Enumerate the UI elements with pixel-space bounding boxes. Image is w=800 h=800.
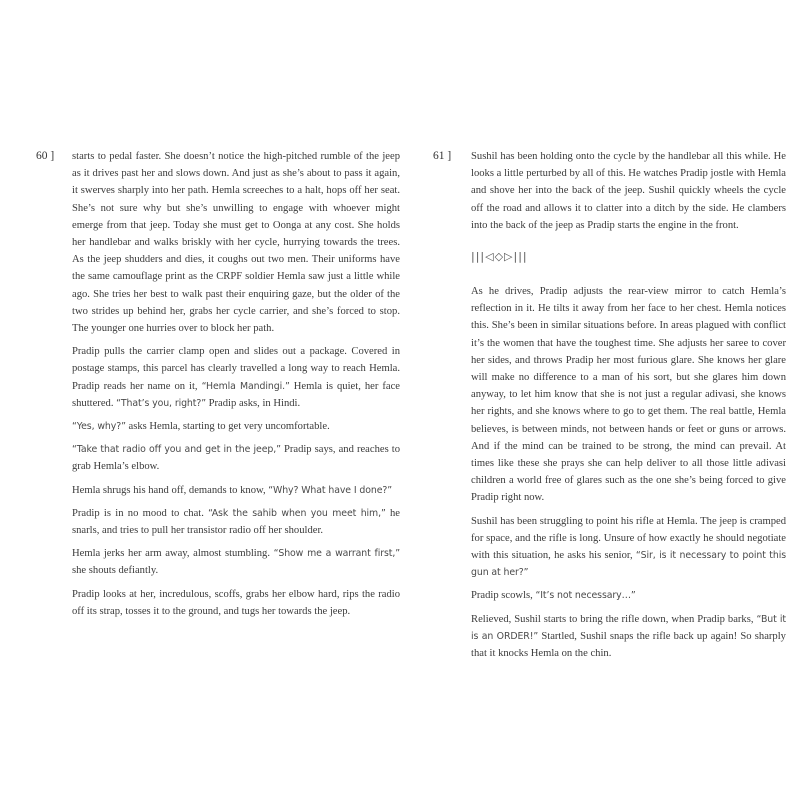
paragraph	[72, 586, 400, 620]
narration-text: Pradip says, and reaches to grab Hemla’s elbow.	[72, 444, 400, 473]
paragraph	[471, 283, 786, 507]
paragraph	[72, 545, 400, 579]
dialogue-text: “Sir, is it necessary to point this gun at her?”	[471, 550, 786, 579]
page-number: 60 ]	[36, 150, 55, 162]
page-number: 61 ]	[433, 150, 452, 162]
dialogue-text: “Show me a warrant first,”	[273, 548, 400, 560]
dialogue-text: “That’s you, right?”	[116, 397, 206, 409]
dialogue-text: “Yes, why?”	[72, 421, 126, 433]
paragraph	[72, 418, 400, 435]
dialogue-text: “It’s not necessary…”	[535, 590, 636, 602]
narration-text: Hemla shrugs his hand off, demands to know,	[72, 484, 269, 496]
narration-text: Pradip is in no mood to chat.	[72, 507, 209, 519]
narration-text: starts to pedal faster. She doesn’t notice the high-pitched rumble of the jeep as it drives past her and slows down. And just as she’s about to pass it again, it swerves sharply into her path. Hemla screeches to a halt, hops off her seat. She’s not sure why but she’s unwilling to engage with whoever might emerge from that jeep. Today she must get to Oonga at any cost. She holds her handlebar and walks briskly with her cycle, hurrying towards the trees. As the jeep shudders and dies, it coughs out two men. Their uniforms have the same camouflage print as the CRPF soldier Hemla saw just a little while ago. She tries her best to walk past their enquiring gaze, but the older of the two strides up behind her, grabs her cycle carrier, and she’s forced to stop. The younger one hurries over to block her path.	[72, 151, 400, 335]
narration-text: Sushil has been struggling to point his rifle at Hemla. The jeep is cramped for space, and the rifle is long. Unsure of how exactly he should negotiate with this situation, he asks his senior,	[471, 515, 786, 562]
body-text	[471, 148, 786, 668]
paragraph	[72, 343, 400, 412]
body-text	[72, 148, 400, 626]
paragraph	[471, 513, 786, 582]
dialogue-text: “Ask the sahib when you meet him,”	[208, 507, 386, 519]
narration-text: Sushil has been holding onto the cycle by the handlebar all this while. He looks a little perturbed by all of this. He watches Pradip jostle with Hemla and shove her into the back of the jeep. Sushil quickly wheels the cycle off the road and allows it to clatter into a ditch by the side. He clambers into the back of the jeep as Pradip starts the engine in the front.	[471, 151, 786, 231]
paragraph	[72, 505, 400, 539]
dialogue-text: “Why? What have I done?”	[268, 484, 393, 496]
paragraph	[471, 148, 786, 234]
narration-text: Relieved, Sushil starts to bring the rifle down, when Pradip barks,	[471, 613, 757, 625]
narration-text: Pradip looks at her, incredulous, scoffs, grabs her elbow hard, rips the radio off its strap, tosses it to the ground, and tugs her towards the jeep.	[72, 588, 400, 617]
body-text-before	[471, 148, 786, 234]
paragraph	[471, 611, 786, 663]
paragraph	[72, 482, 400, 499]
dialogue-text: “But it is an ORDER!”	[471, 613, 786, 642]
paragraph	[471, 587, 786, 604]
narration-text: Hemla jerks her arm away, almost stumbling.	[72, 548, 274, 560]
narration-text: As he drives, Pradip adjusts the rear-view mirror to catch Hemla’s reflection in it. He tilts it away from her face to her chest. Hemla notices this. She’s been in similar situations before. In areas plagued with conflict it’s the women that have the toughest time. She adjusts her saree to cover her sides, and throws Pradip her most furious glare. She knows her glare will make no difference to a man of his sort, but she glares him down anyway, to let him know that she is not just a regular adivasi, she knows her rights, and she knows where to go to get them. The real battle, Hemla believes, is between minds, not between hands or feet or guns or arrows. And if the mind can be trained to be strong, the mind can prevail. At times like these she prays she can help deliver to all those little adivasi children a world free of glares such as the one she’s being forced to give Pradip right now.	[471, 286, 786, 504]
narration-text: Pradip asks, in Hindi.	[205, 397, 301, 409]
section-break-ornament: |||◁◇▷|||	[471, 250, 528, 264]
dialogue-text: “Hemla Mandingi.”	[201, 380, 290, 392]
paragraph	[72, 441, 400, 475]
narration-text: asks Hemla, starting to get very uncomfortable.	[125, 421, 330, 433]
body-text-after	[471, 283, 786, 662]
dialogue-text: “Take that radio off you and get in the jeep,”	[72, 444, 281, 456]
narration-text: she shouts defiantly.	[72, 565, 159, 577]
narration-text: Pradip pulls the carrier clamp open and slides out a package. Covered in postage stamps, this parcel has clearly travelled a long way to reach Hemla. Pradip reads her name on it,	[72, 346, 400, 392]
narration-text: Hemla is quiet, her face shuttered.	[72, 380, 400, 409]
narration-text: Pradip scowls,	[471, 590, 536, 602]
paragraph	[72, 148, 400, 337]
narration-text: he snarls, and tries to pull her transistor radio off her shoulder.	[72, 507, 400, 537]
narration-text: Startled, Sushil snaps the rifle back up again! So sharply that it knocks Hemla on the chin.	[471, 630, 786, 660]
